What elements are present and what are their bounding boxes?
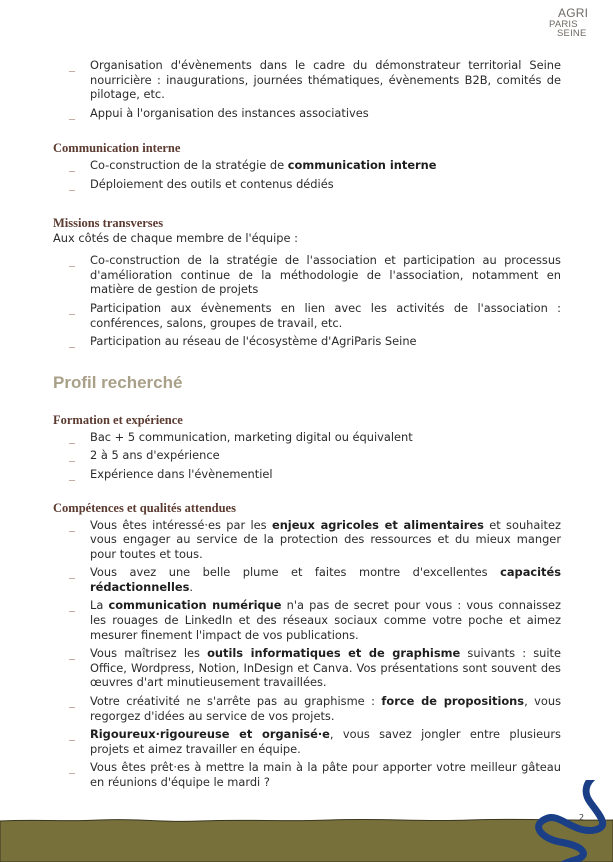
dash-bullet-icon: [69, 190, 75, 191]
dash-bullet-icon: [69, 461, 75, 462]
list-item-text: Participation au réseau de l'écosystème d'AgriParis Seine: [90, 334, 417, 349]
list-item-text: La: [90, 598, 109, 613]
missions-intro: Aux côtés de chaque membre de l'équipe :: [53, 230, 298, 245]
formation-heading: Formation et expérience: [53, 412, 183, 427]
list-item-text: Vous avez une belle plume et faites montre d'excellentes: [90, 565, 501, 580]
list-item-text: 2 à 5 ans d'expérience: [90, 448, 220, 463]
list-item-text: Déploiement des outils et contenus dédiés: [90, 176, 334, 191]
competences-heading: Compétences et qualités attendues: [53, 500, 236, 515]
communication-interne-list: [53, 158, 561, 191]
list-item-text: Expérience dans l'évènementiel: [90, 466, 273, 481]
dash-bullet-icon: [69, 443, 75, 444]
list-item-text: Vous êtes intéressé·es par les: [90, 517, 272, 532]
communication-interne-heading: Communication interne: [53, 141, 181, 156]
dash-bullet-icon: [69, 71, 75, 72]
list-item-text: Votre créativité ne s'arrête pas au graphisme :: [90, 694, 382, 709]
list-item-text: Vous êtes prêt·es à mettre la main à la pâte pour apporter votre meilleur gâteau en réunions d'équipe le mardi ?: [90, 760, 561, 789]
dash-bullet-icon: [69, 119, 75, 120]
list-item: [53, 158, 561, 173]
list-item-text: , vous regorgez d'idées au service de vos projets.: [90, 694, 562, 723]
list-item: [53, 565, 561, 594]
list-item: [53, 334, 561, 349]
dash-bullet-icon: [69, 480, 75, 481]
profil-recherche-title: Profil recherché: [53, 372, 183, 392]
dash-bullet-icon: [69, 314, 75, 315]
list-item-emphasis: capacités rédactionnelles: [90, 565, 561, 594]
missions-transverses-heading: Missions transverses: [53, 215, 164, 230]
dash-bullet-icon: [69, 266, 75, 267]
list-item: [53, 694, 561, 723]
list-item-text: n'a pas de secret pour vous : vous connaissez les rouages de LinkedIn et des réseaux sociaux comme votre poche et aimez mesurer finement l'impact de vos publications.: [90, 598, 561, 642]
list-item-text: Organisation d'évènements dans le cadre du démonstrateur territorial Seine nourricière : inaugurations, journées thématiques, évènements B2B, comités de pilotage, etc.: [90, 58, 561, 102]
list-item-text: Bac + 5 communication, marketing digital ou équivalent: [90, 429, 413, 444]
list-item-text: Appui à l'organisation des instances associatives: [90, 105, 369, 120]
list-item-text: Co-construction de la stratégie de l'association et participation au processus d'amélioration continue de la méthodologie de l'association, notamment en matière de gestion de projets: [90, 253, 561, 297]
document-body: [53, 58, 561, 794]
list-item: [53, 448, 561, 463]
dash-bullet-icon: [69, 659, 75, 660]
list-item: [53, 177, 561, 192]
list-item: [53, 518, 561, 562]
logo-line-seine: SEINE: [557, 28, 587, 39]
list-item: [53, 598, 561, 642]
logo-line-agri: AGRI: [558, 6, 589, 20]
dash-bullet-icon: [69, 707, 75, 708]
list-item-emphasis: communication numérique: [108, 598, 282, 613]
list-item-text: .: [189, 579, 193, 594]
dash-bullet-icon: [69, 578, 75, 579]
dash-bullet-icon: [69, 773, 75, 774]
list-item-emphasis: outils informatiques et de graphisme: [207, 646, 461, 661]
list-item-text: et souhaitez vous engager au service de la protection des ressources et du mieux manger pour toutes et tous.: [90, 517, 561, 561]
list-item: [53, 301, 561, 330]
list-item: [53, 58, 561, 102]
page-number: 2: [579, 813, 585, 822]
dash-bullet-icon: [69, 347, 75, 348]
competences-list: [53, 518, 561, 790]
list-item-text: Participation aux évènements en lien avec les activités de l'association : conférences, salons, groupes de travail, etc.: [90, 300, 561, 330]
list-item: [53, 727, 561, 756]
missions-transverses-list: [53, 253, 561, 349]
dash-bullet-icon: [69, 531, 75, 532]
logo-line-paris: PARIS: [549, 19, 578, 30]
list-item-text: , vous savez jongler entre plusieurs projets et aimez travailler en équipe.: [90, 727, 561, 756]
list-item: [53, 467, 561, 482]
dash-bullet-icon: [69, 740, 75, 741]
formation-list: [53, 430, 561, 482]
list-item-text: Vous maîtrisez les: [90, 646, 208, 661]
events-list: [53, 58, 561, 120]
dash-bullet-icon: [69, 611, 75, 612]
list-item: [53, 430, 561, 445]
list-item-emphasis: communication interne: [287, 158, 437, 173]
list-item-emphasis: Rigoureux·rigoureuse et organisé·e: [90, 727, 330, 742]
list-item: [53, 106, 561, 121]
list-item-text: Co-construction de la stratégie de: [90, 158, 288, 173]
footer-landscape-decoration: [0, 780, 613, 862]
dash-bullet-icon: [69, 171, 75, 172]
list-item-emphasis: force de propositions: [381, 694, 525, 709]
list-item: [53, 253, 561, 297]
ground-band: [0, 819, 613, 862]
list-item-text: suivants : suite Office, Wordpress, Notion, InDesign et Canva. Vos présentations sont souvent des œuvres d'art minutieusement travaillées.: [90, 646, 561, 690]
list-item: [53, 646, 561, 690]
agriparis-seine-logo: [549, 8, 591, 40]
list-item-emphasis: enjeux agricoles et alimentaires: [271, 517, 484, 532]
